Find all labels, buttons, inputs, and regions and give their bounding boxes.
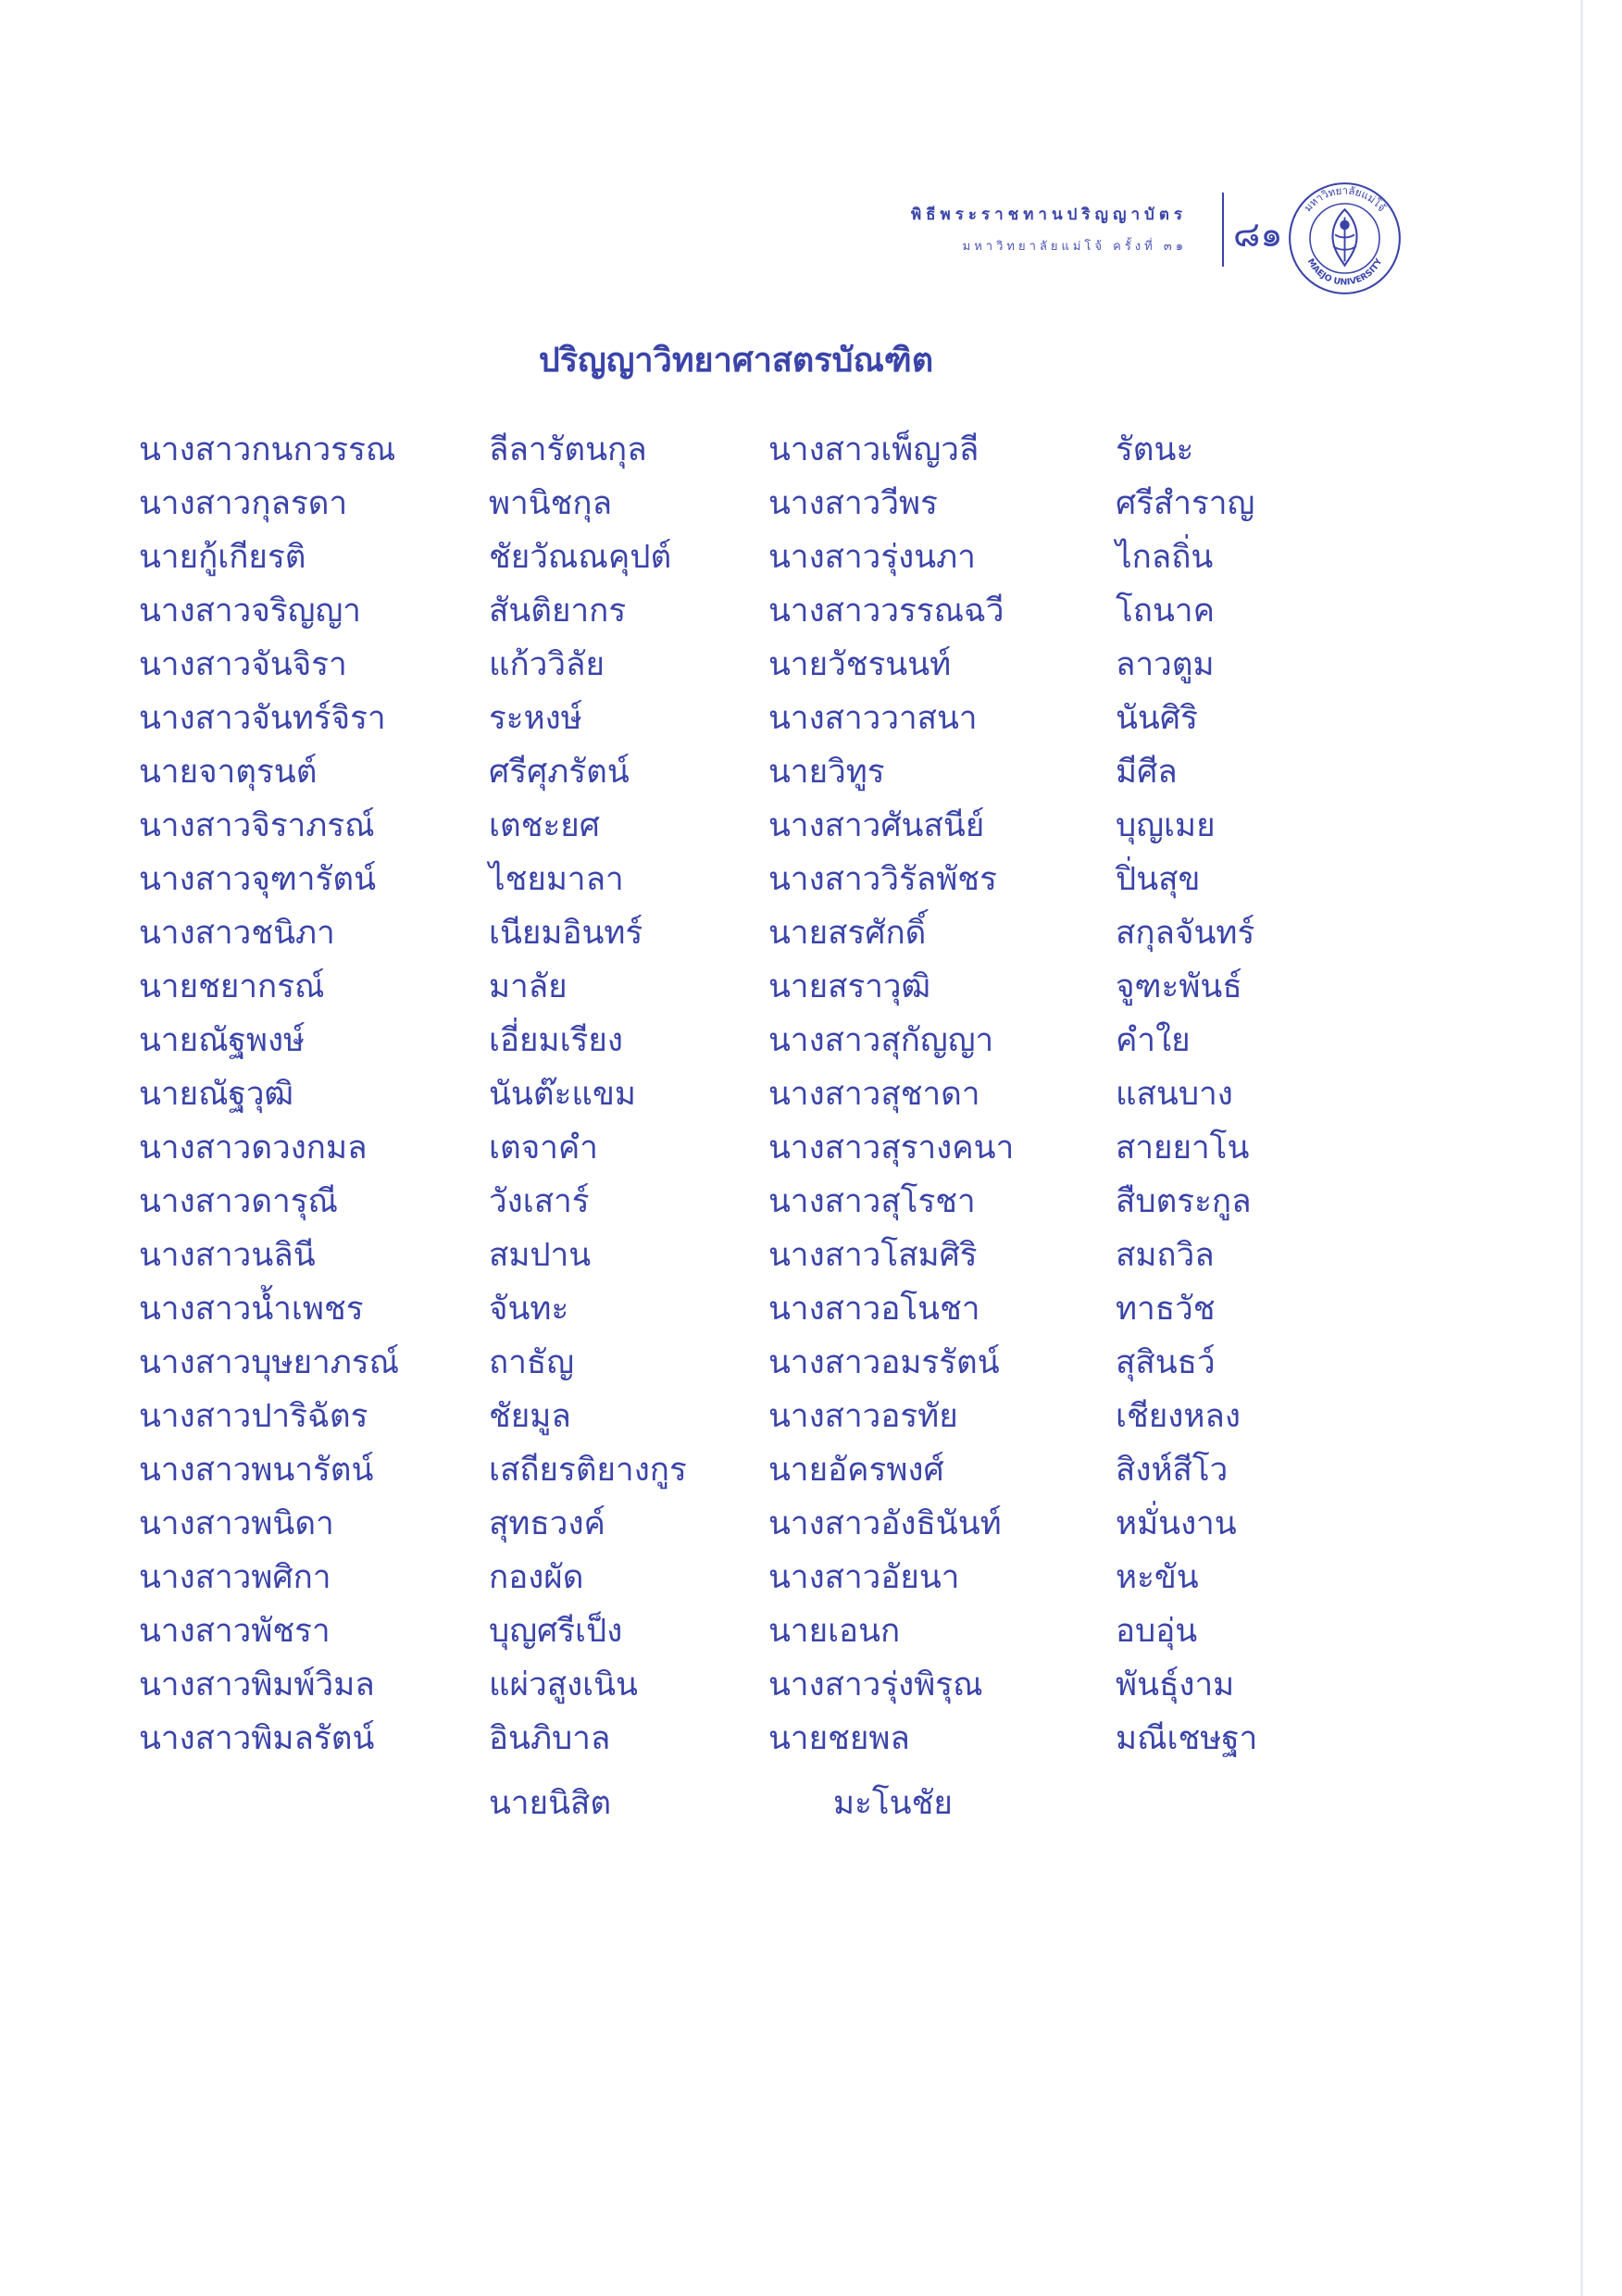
graduate-first-name: นางสาวจริญญา (139, 593, 361, 630)
list-item (0, 531, 1622, 585)
graduate-last-name: คำใย (1116, 1022, 1191, 1059)
graduate-last-name: อินภิบาล (489, 1720, 611, 1757)
list-item (0, 1552, 1622, 1605)
graduate-first-name: นางสาวรุ่งพิรุณ (768, 1666, 983, 1703)
graduate-last-name: จูฑะพันธ์ (1116, 968, 1242, 1005)
graduate-last-name: เตจาคำ (489, 1129, 598, 1167)
graduate-first-name: นางสาววิรัลพัชร (768, 861, 997, 898)
graduate-last-name: อบอุ่น (1116, 1613, 1198, 1650)
graduate-last-name: สิงห์สีโว (1116, 1452, 1229, 1489)
graduate-first-name: นายณัฐพงษ์ (139, 1022, 306, 1059)
university-seal-icon (1287, 181, 1403, 296)
graduate-last-name: พานิชกุล (489, 485, 613, 522)
graduate-first-name: นางสาววาสนา (768, 700, 978, 737)
graduate-last-name: ทาธวัช (1116, 1291, 1216, 1328)
list-item (0, 1444, 1622, 1498)
graduate-first-name: นางสาวเพ็ญวลี (768, 431, 979, 468)
graduate-first-name: นายณัฐวุฒิ (139, 1076, 294, 1113)
graduate-last-name: เนียมอินทร์ (489, 915, 643, 952)
graduate-first-name: นายวิทูร (768, 754, 885, 791)
graduate-first-name: นางสาวน้ำเพชร (139, 1291, 364, 1328)
graduate-last-name: เสถียรติยางกูร (489, 1452, 687, 1489)
list-item (0, 1391, 1622, 1444)
graduate-first-name: นางสาวอโนชา (768, 1291, 980, 1328)
graduate-first-name: นางสาวรุ่งนภา (768, 539, 976, 576)
graduate-first-name: นางสาวจันทร์จิรา (139, 700, 386, 737)
graduate-last-name: เอี่ยมเรียง (489, 1022, 623, 1059)
graduate-first-name: นางสาวพนิดา (139, 1505, 334, 1542)
list-item (0, 1068, 1622, 1122)
graduate-first-name: นางสาวปาริฉัตร (139, 1398, 368, 1435)
graduate-last-name: แก้ววิลัย (489, 646, 605, 683)
list-item (0, 639, 1622, 693)
list-item (0, 585, 1622, 639)
degree-title: ปริญญาวิทยาศาสตรบัณฑิต (538, 342, 934, 380)
graduate-last-name: นันต๊ะแขม (489, 1076, 636, 1113)
graduate-first-name: นายสรศักดิ์ (768, 915, 927, 952)
list-item (0, 854, 1622, 907)
graduate-first-name: นางสาวกนกวรรณ (139, 431, 396, 468)
graduate-first-name: นายสราวุฒิ (768, 968, 931, 1005)
list-item (0, 907, 1622, 961)
graduate-first-name: นางสาวศันสนีย์ (768, 807, 985, 844)
list-item (0, 478, 1622, 531)
graduate-first-name: นางสาวพัชรา (139, 1613, 331, 1650)
graduate-last-name: ปิ่นสุข (1116, 861, 1201, 898)
graduate-first-name: นางสาวอัยนา (768, 1559, 960, 1596)
graduate-first-name: นายอัครพงศ์ (768, 1452, 944, 1489)
graduate-last-name: สันติยากร (489, 593, 627, 630)
header-divider (1222, 193, 1224, 267)
graduate-last-name: ลาวตูม (1116, 646, 1215, 683)
list-item (0, 1283, 1622, 1337)
graduate-first-name: นางสาวอมรรัตน์ (768, 1344, 1000, 1381)
graduate-first-name: นางสาวนลินี (139, 1237, 316, 1274)
graduate-first-name: นางสาวพิมลรัตน์ (139, 1720, 375, 1757)
graduate-last-name: รัตนะ (1116, 431, 1194, 468)
graduate-last-name: หะขัน (1116, 1559, 1199, 1596)
list-item (0, 1337, 1622, 1391)
graduate-last-name: ลีลารัตนกุล (489, 431, 647, 468)
header-text (911, 202, 1187, 256)
list-item (0, 800, 1622, 854)
graduate-last-name: สืบตระกูล (1116, 1183, 1252, 1220)
graduate-last-name: แผ่วสูงเนิน (489, 1666, 638, 1703)
graduate-last-name: ศรีสำราญ (1116, 485, 1255, 522)
graduate-first-name: นางสาวสุกัญญา (768, 1022, 994, 1059)
graduate-first-name: นางสาวชนิภา (139, 915, 335, 952)
graduate-first-name: นางสาวอังธินันท์ (768, 1505, 1002, 1542)
graduate-last-name: ไชยมาลา (489, 861, 624, 898)
seal-top-text: มหาวิทยาลัยแม่โจ้ (1301, 183, 1389, 215)
list-item (0, 1015, 1622, 1068)
list-item (0, 1229, 1622, 1283)
graduate-last-name: มาลัย (489, 968, 568, 1005)
graduate-last-name: มีศีล (1116, 754, 1178, 791)
graduate-first-name: นางสาวอรทัย (768, 1398, 958, 1435)
graduate-last-name: พันธุ์งาม (1116, 1666, 1235, 1703)
graduate-first-name: นายนิสิต (489, 1785, 612, 1822)
list-item (0, 1713, 1622, 1766)
graduate-first-name: นางสาวกุลรดา (139, 485, 348, 522)
graduate-first-name: นางสาวพศิกา (139, 1559, 331, 1596)
graduate-last-name: สายยาโน (1116, 1129, 1250, 1167)
graduate-last-name: มะโนชัย (833, 1785, 953, 1822)
graduate-last-name: กองผัด (489, 1559, 584, 1596)
list-item (0, 1605, 1622, 1659)
university-edition: มหาวิทยาลัยแม่โจ้ ครั้งที่ ๓๑ (962, 240, 1187, 254)
graduate-first-name: นางสาวโสมศิริ (768, 1237, 978, 1274)
graduate-first-name: นางสาวพนารัตน์ (139, 1452, 374, 1489)
list-item (0, 424, 1622, 478)
graduate-first-name: นางสาวสุโรชา (768, 1183, 976, 1220)
graduate-first-name: นางสาวบุษยาภรณ์ (139, 1344, 400, 1381)
list-item (0, 1498, 1622, 1552)
graduate-first-name: นางสาวจันจิรา (139, 646, 347, 683)
list-item (0, 961, 1622, 1015)
graduate-last-name: ชัยวัณณคุปต์ (489, 539, 672, 576)
graduate-first-name: นายเอนก (768, 1613, 901, 1650)
graduate-last-name: หมั่นงาน (1116, 1505, 1237, 1542)
list-item-last (0, 1778, 1622, 1831)
graduate-first-name: นางสาวดารุณี (139, 1183, 338, 1220)
list-item (0, 746, 1622, 800)
page-number: ๘๑ (1233, 214, 1283, 255)
ceremony-title: พิธีพระราชทานปริญญาบัตร (910, 206, 1187, 224)
graduate-first-name: นายชยพล (768, 1720, 910, 1757)
graduate-first-name: นางสาวดวงกมล (139, 1129, 368, 1167)
graduate-last-name: โถนาค (1116, 593, 1215, 630)
graduate-last-name: จันทะ (489, 1291, 569, 1328)
graduate-last-name: วังเสาร์ (489, 1183, 590, 1220)
list-item (0, 693, 1622, 746)
graduate-last-name: ศรีศุภรัตน์ (489, 754, 630, 791)
list-item (0, 1659, 1622, 1713)
graduate-last-name: บุญศรีเป็ง (489, 1613, 623, 1650)
graduate-last-name: ระหงษ์ (489, 700, 582, 737)
list-item (0, 1176, 1622, 1229)
graduate-last-name: สกุลจันทร์ (1116, 915, 1255, 952)
graduate-last-name: ไกลถิ่น (1116, 539, 1214, 576)
graduate-first-name: นางสาวสุรางคนา (768, 1129, 1015, 1167)
graduate-first-name: นายชยากรณ์ (139, 968, 325, 1005)
graduate-first-name: นางสาววีพร (768, 485, 938, 522)
seal-bottom-text: MAEJO UNIVERSITY (1304, 256, 1385, 288)
graduate-last-name: เชียงหลง (1116, 1398, 1241, 1435)
graduate-last-name: บุญเมย (1116, 807, 1216, 844)
graduate-first-name: นายวัชรนนท์ (768, 646, 952, 683)
graduate-last-name: แสนบาง (1116, 1076, 1233, 1113)
graduate-last-name: มณีเชษฐา (1116, 1720, 1258, 1757)
graduate-last-name: เตชะยศ (489, 807, 600, 844)
graduate-first-name: นางสาวจุฑารัตน์ (139, 861, 377, 898)
graduate-first-name: นายจาตุรนต์ (139, 754, 318, 791)
graduate-first-name: นางสาวสุชาดา (768, 1076, 980, 1113)
graduate-last-name: ชัยมูล (489, 1398, 571, 1435)
graduate-last-name: สมถวิล (1116, 1237, 1215, 1274)
graduate-last-name: สุสินธว์ (1116, 1344, 1216, 1381)
graduate-first-name: นางสาววรรณฉวี (768, 593, 1004, 630)
graduate-last-name: ถาธัญ (489, 1344, 575, 1381)
graduate-first-name: นางสาวพิมพ์วิมล (139, 1666, 375, 1703)
list-item (0, 1122, 1622, 1176)
graduate-last-name: สมปาน (489, 1237, 592, 1274)
graduate-first-name: นางสาวจิราภรณ์ (139, 807, 375, 844)
graduate-first-name: นายกู้เกียรติ (139, 539, 306, 576)
graduate-last-name: สุทธวงค์ (489, 1505, 605, 1542)
graduate-last-name: นันศิริ (1116, 700, 1198, 737)
